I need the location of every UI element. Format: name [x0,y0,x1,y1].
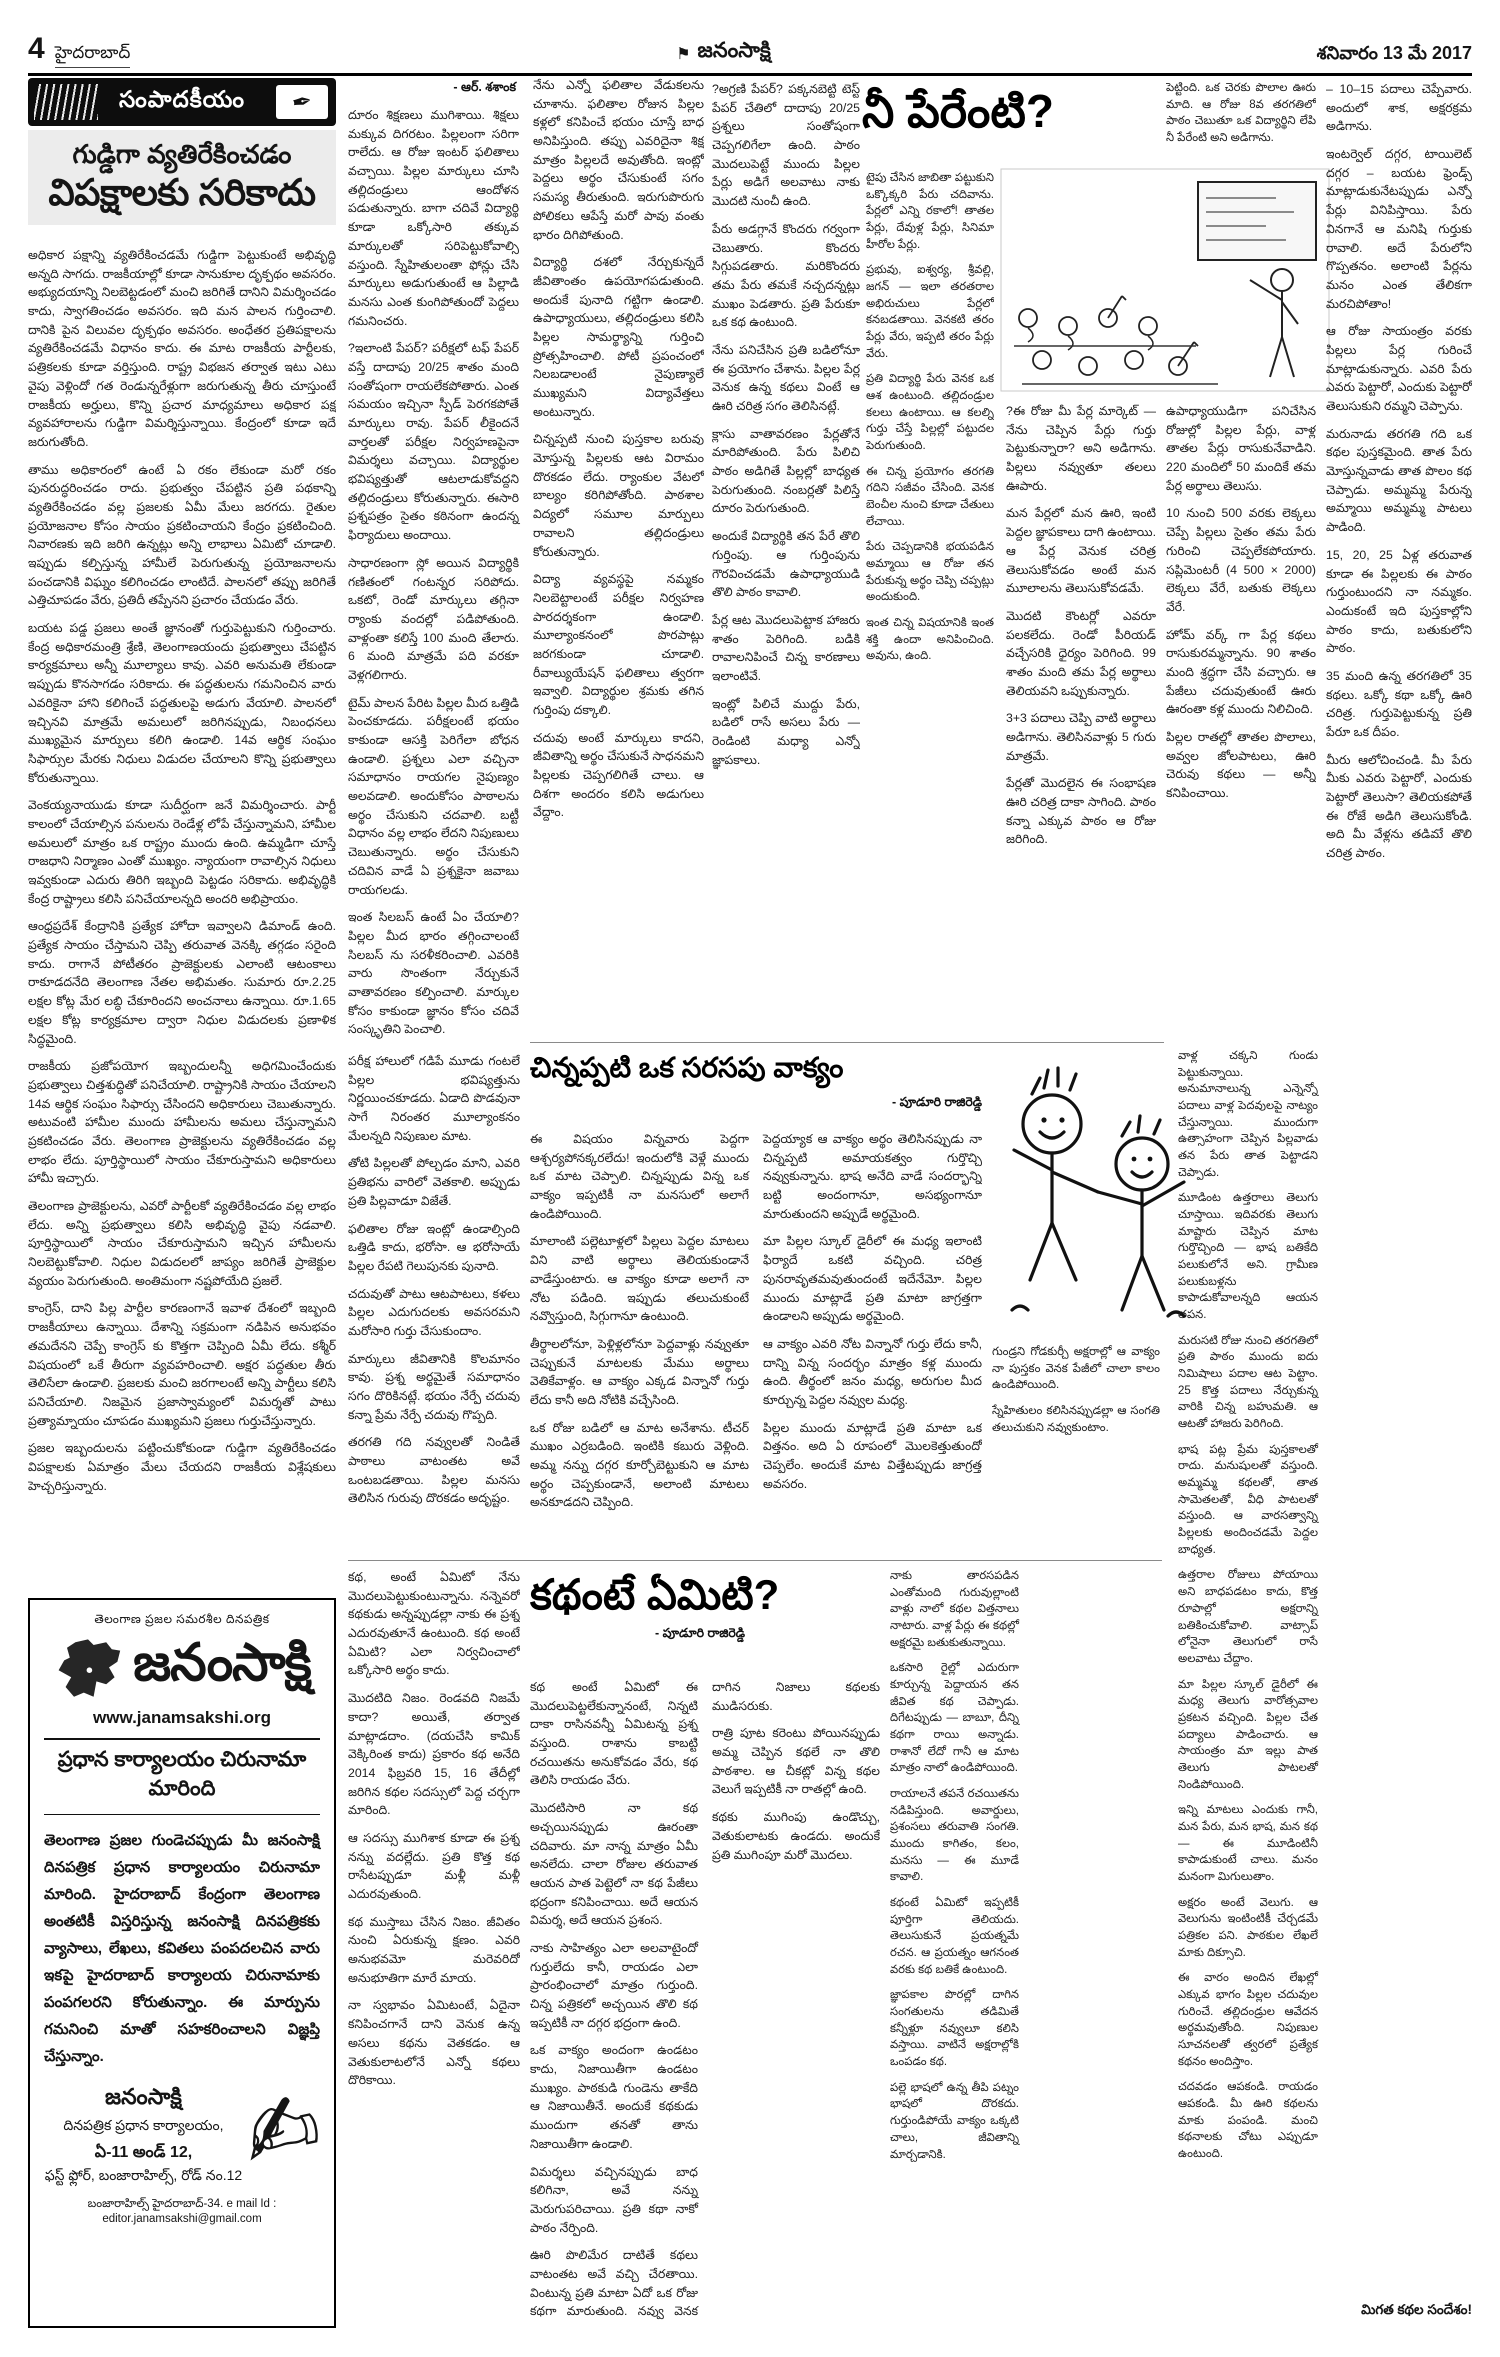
name-article-col-c [1006,402,1156,1038]
name-article-paragraph: పిల్లల రాతల్లో తాతల పొలాలు, అవ్వల జోలపాటలు, ఊరి చెరువు కథలు — అన్నీ కనిపించాయి. [1166,730,1316,801]
middle-article-byline: - ఆర్. శశాంక [453,80,516,94]
name-article-paragraph: టైపు చేసిన జాబితా పట్టుకుని ఒక్కొక్కరి పేరు చదివాను. పేర్లలో ఎన్ని రకాలో! తాతల పేర్లు, దేవుళ్ల పేర్లు, సినిమా హీరోల పేర్లు. [866,172,994,251]
office-bottom-row [44,2072,330,2188]
office-box [28,1598,336,2328]
writing-hand-icon: ✍ [233,2072,330,2188]
name-article-paragraph: మొదటి కౌంటర్లో ఎవరూ పలకలేదు. రెండో పీరియడ్ వచ్చేసరికి ధైర్యం పెరిగింది. 99 శాతం మంది తమ పేర్ల అర్థాలు తెలియవని ఒప్పుకున్నారు. [1006,608,1156,698]
telangana-map-logo [53,1638,123,1701]
katha-paragraph: పల్లె భాషలో ఉన్న తీపి పట్నం భాషలో దొరకదు. గుర్తుండిపోయే వాక్యం ఒక్కటి చాలు, జీవితాన్ని మార్చడానికి. [890,2081,1019,2161]
katha-paragraph: ఆ సదస్సు ముగిశాక కూడా ఈ ప్రశ్న నన్ను వదల్లేదు. ప్రతి కొత్త కథ రాసేటప్పుడూ మళ్లీ మళ్లీ ఎదురవుతుంది. [348,1830,520,1901]
katha-paragraph: జ్ఞాపకాల పొరల్లో దాగిన సంగతులను తడిమితే కన్నీళ్లూ నవ్వులూ కలిసి వస్తాయి. వాటినే అక్షరాల్లోకి ఒంపడం కథ. [890,1989,1019,2069]
katha-body2-columns [890,1568,1162,2330]
middle-article-paragraph: ?ఇలాంటి పేపర్? పరీక్షలో టఫ్ పేపర్ వస్తే దాదాపు 20/25 శాతం మంది సంతోషంగా రాయలేకపోతారు. ఎంత సమయం ఇచ్చినా స్పీడ్ పెరగకపోతే మార్కులు రావు. పేపర్ లీకైందనే వార్తలతో పరీక్షల నిర్వహణపైనా విమర్శలు వచ్చాయి. విద్యార్థుల భవిష్యత్తుతో ఆటలాడుకోవద్దని తల్లిదండ్రులు కోరుతున్నారు. ఈసారి ప్రశ్నపత్రం సైతం కఠినంగా ఉందన్న ఫిర్యాదులు అందాయి. [348,341,519,543]
article-sign-off: మిగత కథల సందేశం! [1252,2302,1472,2321]
name-article-paragraph: ఆ రోజు సాయంత్రం వరకు పిల్లలు పేర్ల గురించే మాట్లాడుకున్నారు. ఎవరి పేరు ఎవరు పెట్టారో, ఎందుకు పెట్టారో తెలుసుకుని రమ్మని చెప్పాను. [1326,324,1472,413]
lower-right-paragraph: ఉత్తరాల రోజులు పోయాయి అని బాధపడటం కాదు, కొత్త రూపాల్లో అక్షరాన్ని బతికించుకోవాలి. వాట్సాప్ లోనైనా తెలుగులో రాసే అలవాటు చేద్దాం. [1178,1569,1318,1665]
katha-paragraph: ఊరి పొలిమేర దాటితే కథలు వాటంతట అవే వచ్చి చేరతాయి. వింటున్న ప్రతి మాటా ఏదో ఒక రోజు కథగా మారుతుంది. నవ్వు వెనక దాగిన నిజాలు కథలకు ముడిసరుకు. [530,1680,880,2319]
editorial-paragraph: వెంకయ్యనాయుడు కూడా సుదీర్ఘంగా జనే విమర్శించారు. పార్టీ కాలంలో చేయాల్సిన పనులను రెండేళ్ల లోపే చేస్తున్నామని, హామీల అమలులో మాత్రం ఒక రాష్ట్రం ముందు ఉంది. ఉమ్మడిగా చూస్తే రాజధాని నిర్మాణం ఎంతో ముఖ్యం. న్యాయంగా రావాల్సిన నిధులు ఇవ్వకుండా ఎదురు తిరిగి ఇబ్బంది పెట్టడం సరికాదు. అభివృద్ధికి కేంద్ర రాష్ట్రాలు కలిసి పనిచేయాలన్నది అందరి అభిప్రాయం. [28,798,336,906]
katha-col1 [348,1568,520,2328]
name-article-paragraph: పెట్టింది. ఒక చెరకు పొలాల ఊరు మాది. ఆ రోజు 8వ తరగతిలో పాఠం చెబుతూ ఒక విద్యార్థిని లేపి నీ పేరేంటి అని అడిగాను. [1166,82,1316,145]
middle-article-continuation [348,1052,520,1556]
name-article-paragraph: హోమ్ వర్క్ గా పేర్ల కథలు రాసుకురమ్మన్నాను. 90 శాతం మంది శ్రద్ధగా చేసి వచ్చారు. ఆ పేజీలు చదువుతుంటే ఊరు ఊరంతా కళ్ల ముందు నిలిచింది. [1166,627,1316,717]
middle-article-body [348,76,704,1040]
sarasapu-paragraph: స్నేహితులం కలిసినప్పుడల్లా ఆ సంగతి తలుచుకుని నవ్వుకుంటాం. [992,1405,1160,1434]
office-tagline: తెలంగాణ ప్రజల సమరశీల దినపత్రిక [94,1612,270,1626]
name-article-paragraph: పేరు చెప్పడానికి భయపడిన అమ్మాయి ఆ రోజు తన పేరుకున్న అర్థం చెప్పి చప్పట్లు అందుకుంది. [866,541,994,604]
name-article-paragraph: నేను పనిచేసిన ప్రతి బడిలోనూ ఈ ప్రయోగం చేశాను. పిల్లల పేర్ల వెనుక ఉన్న కథలు వింటే ఆ ఊరి చరిత్ర సగం తెలిసినట్లే. [712,342,860,413]
sarasapu-paragraph: గుండ్రని గోడకుర్చీ అక్షరాల్లో ఆ వాక్యం నా పుస్తకం వెనక పేజీలో చాలా కాలం ఉండిపోయింది. [992,1346,1160,1392]
lower-right-paragraph: ఇన్ని మాటలు ఎందుకు గానీ, మన పేరు, మన భాష, మన కథ — ఈ మూడింటినీ కాపాడుకుంటే చాలు. మనం మనంగా మిగులుతాం. [1178,1804,1318,1883]
katha-body [530,1678,880,2330]
name-article-top-snippet [1166,80,1316,164]
middle-article-paragraph: నేను ఎన్నో ఫలితాల వేడుకలను చూశాను. ఫలితాల రోజున పిల్లల కళ్లలో కనిపించే భయం చూస్తే బాధ అనిపిస్తుంది. తప్పు ఎవరిదైనా శిక్ష మాత్రం పిల్లలదే అవుతోంది. ఇంట్లో పెద్దలు అర్థం చేసుకుంటే సగం సమస్య తీరుతుంది. ఇరుగుపొరుగు పోలికలు ఆపేస్తే మరో పావు వంతు భారం దిగిపోతుంది. [533,78,704,242]
name-article-paragraph: మన పేర్లలో మన ఊరి, ఇంటి పెద్దల జ్ఞాపకాలు దాగి ఉంటాయి. ఆ పేర్ల వెనుక చరిత్ర తెలుసుకోవడం అంటే మన మూలాలను తెలుసుకోవడమే. [1006,506,1156,596]
stick-children-doodle [992,1040,1204,1336]
office-brand-name: జనంసాక్షి [133,1634,311,1692]
katha-paragraph: నా స్వభావం ఏమిటంటే, ఏదైనా కనిపించగానే దాని వెనుక ఉన్న అసలు కథను వెతకడం. ఆ వెతుకులాటలోనే ఎన్నో కథలు దొరికాయి. [348,1998,520,2088]
katha-paragraph: రాత్రి పూట కరెంటు పోయినప్పుడు అమ్మ చెప్పిన కథలే నా తొలి పాఠశాల. ఆ చీకట్లో విన్న కథల వెలుగే ఇప్పటికీ నా రాతల్లో ఉంది. [712,1726,880,1797]
katha-paragraph: రాయాలనే తపనే రచయితను నడిపిస్తుంది. అవార్డులు, ప్రశంసలు తరువాతి సంగతి. ముందు కాగితం, కలం, మనసు — ఈ మూడే కావాలి. [890,1788,1019,1884]
name-article-paragraph: ప్రతి విద్యార్థి పేరు వెనక ఒక ఆశ ఉంటుంది. తల్లిదండ్రుల కలలు ఉంటాయి. ఆ కలల్ని గుర్తు చేస్తే పిల్లల్లో పట్టుదల పెరుగుతుంది. [866,373,994,453]
office-notice-paragraph: తెలంగాణ ప్రజల గుండెచప్పుడు మీ జనంసాక్షి దినపత్రిక ప్రధాన కార్యాలయం చిరునామా మారింది. హైదరాబాద్ కేంద్రంగా తెలంగాణ అంతటికీ విస్తరిస్తున్న జనంసాక్షి దినపత్రికకు వ్యాసాలు, లేఖలు, కవితలు పంపదలచిన వారు ఇకపై హైదరాబాద్ కార్యాలయ చిరునామాకు పంపగలరని కోరుతున్నాం. ఈ మార్పును గమనించి మాతో సహకరించాలని విజ్ఞప్తి చేస్తున్నాం. [44,1832,320,2065]
name-article-right-column [1326,80,1472,1038]
city-label: హైదరాబాద్ [55,43,131,68]
editorial-paragraph: తెలంగాణ ప్రాజెక్టులను, ఎవరో పార్టీలకో వ్యతిరేకించడం వల్ల లాభం లేదు. అన్ని ప్రభుత్వాలు కలిసి అభివృద్ధి వైపు నడవాలి. పూర్తిస్థాయిలో సాయం చేకూరుస్తామని ఇచ్చిన హామీలను నిలబెట్టుకోవాలి. నిధుల విడుదలలో జాప్యం జరిగితే ప్రాజెక్టుల వ్యయం పెరుగుతుంది. అంతిమంగా నష్టపోయేది ప్రజలే. [28,1199,336,1288]
name-article-paragraph: క్లాసు వాతావరణం పేర్లతోనే మారిపోతుంది. పేరు పిలిచి పాఠం అడిగితే పిల్లల్లో బాధ్యత పెరుగుతుంది. నంబర్లతో పిలిస్తే దూరం పెరుగుతుంది. [712,426,860,516]
name-article-paragraph: మరునాడు తరగతి గది ఒక కథల పుస్తకమైంది. తాత పేరు మోస్తున్నవాడు తాత పొలం కథ చెప్పాడు. అమ్మమ్మ పేరున్న అమ్మాయి అమ్మమ్మ పాటలు పాడింది. [1326,426,1472,535]
office-address-line2: ఫస్ట్ ఫ్లోర్, బంజారాహిల్స్, రోడ్ నం.12 [44,2167,243,2183]
middle-article-paragraph: ఫలితాల రోజు ఇంట్లో ఉండాల్సింది ఒత్తిడి కాదు, భరోసా. ఆ భరోసాయే పిల్లల రేపటి గెలుపునకు పునాది. [348,1221,520,1273]
lower-right-column [1178,1048,1472,2304]
middle-article-paragraph: తోటి పిల్లలతో పోల్చడం మాని, ఎవరి ప్రతిభను వారిలో వెతకాలి. అప్పుడు ప్రతి పిల్లవాడూ విజేతే. [348,1156,520,1208]
katha-paragraph: ఒక వాక్యం అందంగా ఉండటం కాదు, నిజాయితీగా ఉండటం ముఖ్యం. పాఠకుడి గుండెను తాకేది ఆ నిజాయితీనే. అందుకే కథకుడు ముందుగా తనతో తాను నిజాయితీగా ఉండాలి. [530,2043,698,2151]
office-address-line1: ఏ-11 అండ్ 12, [94,2144,193,2161]
lower-right-paragraph: వాళ్ల చక్కని గుండు పెట్టుకున్నాయి. అనుమానాలున్న ఎన్నెన్నో పదాలు వాళ్ల పెదవులపై నాట్యం చేస్తున్నాయి. ముందుగా ఉత్సాహంగా చెప్పిన పిల్లవాడు తన పేరు తాత పెట్టాడని చెప్పాడు. [1178,1050,1318,1179]
lower-right-paragraph: మా పిల్లల స్కూల్ డైరీలో ఈ మధ్య తెలుగు వారోత్సవాల ప్రకటన వచ్చింది. పిల్లల చేత పద్యాలు పాడించారు. ఆ సాయంత్రం మా ఇల్లు పాత తెలుగు పాటలతో నిండిపోయింది. [1178,1678,1318,1791]
office-notice-body [44,1827,320,2070]
sarasapu-headline-block [530,1052,982,1113]
decorative-stripes [34,84,98,120]
katha-paragraph: నాకు తారసపడిన ఎంతోమంది గురువుల్లాంటి వాళ్లు నాలో కథల విత్తనాలు నాటారు. వాళ్ల పేర్లు ఈ కథల్లో అక్షరమై బతుకుతున్నాయి. [890,1570,1019,1649]
editorial-body [28,246,336,1584]
name-article-paragraph: ఇంత చిన్న విషయానికి ఇంత శక్తి ఉందా అనిపించింది. అవును, ఉంది. [866,617,994,663]
name-article-paragraph: ఇంట్లో పిలిచే ముద్దు పేరు, బడిలో రాసే అసలు పేరు — రెండింటి మధ్యా ఎన్నో జ్ఞాపకాలు. [712,696,860,767]
middle-article-paragraph: తరగతి గది నవ్వులతో నిండితే పాఠాలు వాటంతట అవే ఒంటబడతాయి. పిల్లల మనసు తెలిసిన గురువు దొరకడం అదృష్టం. [348,1435,520,1506]
sarasapu-paragraph: పెద్దయ్యాక ఆ వాక్యం అర్థం తెలిసినప్పుడు నా చిన్నప్పటి అమాయకత్వం గుర్తొచ్చి నవ్వుకున్నాను. భాష అనేది వాడే సందర్భాన్ని బట్టి అందంగానూ, అసభ్యంగానూ మారుతుందని అప్పుడే అర్థమైంది. [763,1132,982,1221]
katha-paragraph: మొదటిది నిజం. రెండవది నిజమే కాదా? అయితే, తర్వాత మాట్లాడదాం. (దయచేసి కామిక్ వెక్కిరింత కాదు) ప్రకారం కథ అనేది 2014 ఫిబ్రవరి 15, 16 తేదీల్లో జరిగిన కథల సదస్సులో పెద్ద చర్చగా మారింది. [348,1691,520,1818]
editorial-headline-line2: విపక్షాలకు సరికాదు [48,171,316,213]
sarasapu-paragraph: మాలాంటి పల్లెటూళ్లలో పిల్లలు పెద్దల మాటలు విని వాటి అర్థాలు తెలియకుండానే వాడేస్తుంటారు. ఆ వాక్యం కూడా అలాగే నా నోట పడింది. ఇప్పుడు తలుచుకుంటే నవ్వొస్తుంది, సిగ్గుగానూ ఉంటుంది. [530,1234,749,1324]
katha-paragraph: ఒకసారి రైల్లో ఎదురుగా కూర్చున్న పెద్దాయన తన జీవిత కథ చెప్పాడు. దిగేటప్పుడు — బాబూ, దీన్ని కథగా రాయి అన్నాడు. రాశానో లేదో గానీ ఆ మాట మాత్రం నాలో ఉండిపోయింది. [890,1662,1019,1775]
lower-right-columns [1178,1048,1472,2304]
name-article-paragraph: పేర్లతో మొదలైన ఈ సంభాషణ ఊరి చరిత్ర దాకా సాగింది. పాఠం కన్నా ఎక్కువ పాఠం ఆ రోజు జరిగింది. [1006,776,1156,847]
name-article-col-b [866,170,994,1038]
katha-headline: కథంటే ఏమిటి? [530,1571,780,1618]
katha-body2 [890,1568,1162,2330]
katha-paragraph: విమర్శలు వచ్చినప్పుడు బాధ కలిగినా, అవే నన్ను మెరుగుపరిచాయి. ప్రతి కథా నాకో పాఠం నేర్పింది. [530,2164,698,2235]
quill-glyph: ✒ [289,86,315,118]
sarasapu-paragraph: ఆ వాక్యం ఎవరి నోట విన్నానో గుర్తు లేదు కానీ, దాన్ని విన్న సందర్భం మాత్రం కళ్ల ముందు ఉంది. తీర్థంలో జనం మధ్య, అరుగుల మీద కూర్చున్న పెద్దల నవ్వుల మధ్య. [763,1336,982,1407]
katha-paragraph: నాకు సాహిత్యం ఎలా అలవాటైందో గుర్తులేదు కానీ, రాయడం ఎలా ప్రారంభించాలో మాత్రం గుర్తుంది. చిన్న పత్రికలో అచ్చయిన తొలి కథ ఇప్పటికీ నా దగ్గర భద్రంగా ఉంది. [530,1940,698,2030]
page-number: 4 [28,32,45,65]
lower-right-paragraph: మూడింట ఉత్తరాలు తెలుగు చూస్తాయి. ఇదివరకు తెలుగు మాష్టారు చెప్పిన మాట గుర్తొచ్చింది — భాష బతికేది పలుకులోనే అని. గ్రామీణ పలుకుబళ్లను కాపాడుకోవాలన్నది ఆయన తపన. [1178,1192,1318,1322]
middle-article-paragraph: సాధారణంగా స్లో అయిన విద్యార్థికి గణితంలో గంటన్నర సరిపోదు. ఒకటో, రెండో మార్కులు తగ్గినా ర్యాంకు వందల్లో పడిపోతుంది. వాళ్లంతా కలిస్తే 100 మంది తేలారు. 6 మంది మాత్రమే పది వరకూ వెళ్లగలిగారు. [348,555,519,682]
name-article-col-d [1166,402,1316,1038]
middle-article-paragraph: పరీక్ష హాలులో గడిపే మూడు గంటలే పిల్లల భవిష్యత్తును నిర్ణయించకూడదు. ఏడాది పొడవునా సాగే నిరంతర మూల్యాంకనం మేలన్నది నిపుణుల మాట. [348,1054,520,1143]
name-article-paragraph: 3+3 పదాలు చెప్పి వాటి అర్థాలు అడిగాను. తెలిసినవాళ్లు 5 గురు మాత్రమే. [1006,711,1156,763]
name-article-col-a [712,80,860,1038]
editorial-paragraph: ఆంధ్రప్రదేశ్ కేంద్రానికి ప్రత్యేక హోదా ఇవ్వాలని డిమాండ్ ఉంది. ప్రత్యేక సాయం చేస్తామని చెప్పి తరువాత వెనక్కి తగ్గడం సరైంది కాదు. రాగానే పోటీతరం ప్రాజెక్టులకు ఎలాంటి ఆటంకాలు రాకూడదనేది తెలంగాణ నేతల అభిమతం. సుమారు రూ.2.25 లక్షల కోట్ల మేర లబ్ధి చేకూరిందని అంచనాలు ఉన్నాయి. రూ.1.65 లక్షల కోట్ల కార్యక్రమాల ద్వారా నిధుల విడుదలకు ప్రణాళిక సిద్ధమైంది. [28,919,336,1046]
lower-right-paragraph: చదవడం ఆపకండి. రాయడం ఆపకండి. మీ ఊరి కథలను మాకు పంపండి. మంచి కథనాలకు చోటు ఎప్పుడూ ఉంటుంది. [1178,2081,1318,2160]
masthead [28,24,1472,76]
sarasapu-body [530,1130,982,1556]
lower-right-paragraph: అక్షరం అంటే వెలుగు. ఆ వెలుగును ఇంటింటికీ చేర్చడమే పత్రికల పని. పాఠకుల లేఖలే మాకు దిక్సూచి. [1178,1896,1318,1959]
sarasapu-body-columns [530,1130,982,1556]
office-notice-title: ప్రధాన కార్యాలయం చిరునామా మారింది [44,1738,320,1815]
middle-article-paragraph: మార్కులు జీవితానికి కొలమానం కావు. ప్రశ్న అర్థమైతే సమాధానం సగం దొరికినట్లే. భయం నేర్పే చదువు కన్నా ప్రేమ నేర్పే చదువు గొప్పది. [348,1351,520,1422]
katha-byline: - పూడూరి రాజిరెడ్డి [655,1626,745,1641]
katha-headline-block [530,1572,870,1644]
quill-icon [276,85,328,119]
sarasapu-byline: - పూడూరి రాజిరెడ్డి [892,1095,982,1109]
sarasapu-paragraph: తీర్థాలలోనూ, పెళ్లిళ్లలోనూ పెద్దవాళ్లు నవ్వుతూ చెప్పుకునే మాటలకు మేము అర్థాలు వెతికేవాళ్లం. ఆ వాక్యం ఎక్కడ విన్నానో గుర్తు లేదు కానీ అది నోటికి వచ్చేసింది. [530,1336,749,1407]
name-article-paragraph: 35 మంది ఉన్న తరగతిలో 35 కథలు. ఒక్కో కథా ఒక్కో ఊరి చరిత్ర. గుర్తుపెట్టుకున్న ప్రతి పేరూ ఒక దీపం. [1326,668,1472,739]
editorial-section-banner [28,78,336,126]
middle-article-paragraph: చదువు అంటే మార్కులు కాదని, జీవితాన్ని అర్థం చేసుకునే సాధనమని పిల్లలకు చెప్పగలిగితే చాలు. ఆ దిశగా అందరం కలిసి అడుగులు వేద్దాం. [533,730,704,820]
sarasapu-paragraph: ఈ విషయం విన్నవారు పెద్దగా ఆశ్చర్యపోనక్కరలేదు! ఇందులోకి వెళ్లే ముందు ఒక మాట చెప్పాలి. చిన్నప్పుడు విన్న ఒక వాక్యం ఇప్పటికీ నా మనసులో అలాగే ఉండిపోయింది. [530,1132,749,1221]
office-name: జనంసాక్షి [105,2084,182,2109]
office-address-line3: బంజారాహిల్స్ హైదరాబాద్-34. e mail Id : editor.janamsakshi@gmail.com [87,2198,277,2225]
name-article-paragraph: – 10–15 పదాలు చెప్పేవారు. అందులో శాక, అక్షరక్రమ అడిగాను. [1326,82,1472,134]
middle-article-paragraph: దూరం శిక్షణలు ముగిశాయి. శిక్షలు మక్కువ దిగరటం. పిల్లలంగా సరిగా రాలేదు. ఆ రోజు ఇంటర్ ఫలితాలు వచ్చాయి. పిల్లల మార్కులు చూసి తల్లిదండ్రులు ఆందోళన పడుతున్నారు. బాగా చదివే విద్యార్థి కూడా ఒక్కోసారి తక్కువ మార్కులతో సరిపెట్టుకోవాల్సి వస్తుంది. స్నేహితులంతా ఫోన్లు చేసి మార్కులు అడుగుతుంటే ఆ పిల్లాడి మనసు ఎంత కుంగిపోతుందో పెద్దలు గమనించరు. [348,108,519,328]
name-article-paragraph: మీరు ఆలోచించండి. మీ పేరు మీకు ఎవరు పెట్టారో, ఎందుకు పెట్టారో తెలుసా? తెలియకపోతే ఈ రోజే అడిగి తెలుసుకోండి. అది మీ వేళ్లను తడిమ‌ే తొలి చరిత్ర పాఠం. [1326,752,1472,861]
date-label: శనివారం 13 మే 2017 [1316,43,1472,63]
name-article-paragraph: పేర్ల ఆట మొదలుపెట్టాక హాజరు శాతం పెరిగింది. బడికి రావాలనిపించే చిన్న కారణాలు ఇలాంటివే. [712,612,860,683]
middle-article-paragraph: విద్యా వ్యవస్థపై నమ్మకం నిలబెట్టాలంటే పరీక్షల నిర్వహణ పారదర్శకంగా ఉండాలి. మూల్యాంకనంలో పొరపాట్లు జరగకుండా చూడాలి. రీవాల్యుయేషన్ ఫలితాలు త్వరగా ఇవ్వాలి. విద్యార్థుల శ్రమకు తగిన గుర్తింపు దక్కాలి. [533,572,704,717]
office-logo-row [44,1633,320,1706]
middle-article-paragraph: టైమ్ పాలన పేరిట పిల్లల మీద ఒత్తిడి పెంచకూడదు. పరీక్షలంటే భయం కాకుండా ఆసక్తి పెరిగేలా బోధన ఉండాలి. ప్రశ్నలు ఎలా వచ్చినా సమాధానం రాయగల నైపుణ్యం అలవడాలి. అందుకోసం పాఠాలను అర్థం చేసుకుని చదవాలి. బట్టీ విధానం వల్ల లాభం లేదని నిపుణులు చెబుతున్నారు. అర్థం చేసుకుని చదివిన వాడే ఏ ప్రశ్నకైనా జవాబు రాయగలడు. [348,695,519,897]
editorial-paragraph: కాంగ్రెస్, దాని పిల్ల పార్టీల కారణంగానే ఇవాళ దేశంలో ఇబ్బంది రాజకీయాలు ఉన్నాయి. దేశాన్ని సక్రమంగా నడిపిన అనుభవం తమదేనని చెప్పే కాంగ్రెస్ కు కొత్తగా చెప్పింది ఏమీ లేదు. కశ్మీర్ విషయంలో ఒకే తీరుగా వ్యవహరించాలి. అక్షర పద్ధతుల తీరు తెలిసేలా ఉండాలి. ప్రజలకు మంచి జరగాలంటే అన్ని పార్టీలు కలిసి పనిచేయాలి. నిజమైన ప్రజాస్వామ్యంలో విమర్శతో పాటు ప్రత్యామ్నాయం చూపడం ముఖ్యమని ప్రజలు గుర్తుచేస్తున్నారు. [28,1301,336,1428]
office-sub: దినపత్రిక ప్రధాన కార్యాలయం, [63,2117,224,2133]
classroom-illustration [1000,168,1330,392]
editorial-paragraph: అధికార పక్షాన్ని వ్యతిరేకించడమే గుడ్డిగా పెట్టుకుంటే అభివృద్ధి అన్నది సాగదు. రాజకీయాల్లో కూడా సానుకూల దృక్పథం అవసరం. అభ్యుదయాన్ని నిలబెట్టడంలో మంచి జరిగితే దానిని విమర్శించడం కాదు, స్వాగతించడం అవసరం. ఇది మన పాలన గుర్తించాలి. దానికి పైన విలువల దృక్పథం అవసరం. అంధేతర ప్రతిపక్షాలను వ్యతిరేకించడమే విధానం కాదు. ఈ మాట రాజకీయ పార్టీలకు, పత్రికలకు కూడా వర్తిస్తుంది. రాష్ట్ర విభజన తర్వాత ఇటు ఎటు వైపు వెళ్లిందో గత రెండున్నరేళ్లుగా జరుగుతున్న తీరు చూస్తుంటే రాజకీయ అర్హులు, కొన్ని ప్రచార మాధ్యమాలు అధికార పక్ష వ్యవహారాలను గుడ్డిగా విమర్శిస్తున్నాయి. కేంద్రంలో కూడా ఇదే జరుగుతోంది. [28,248,336,449]
editorial-paragraph: తాము అధికారంలో ఉంటే ఏ రకం లేకుండా మరో రకం పునరుద్ధరించడం రాదు. ప్రభుత్వం చేపట్టిన ప్రతి పథకాన్ని వ్యతిరేకించడం వల్ల ప్రజలకు ఏమీ మేలు జరగదు. రైతుల ప్రయోజనాల కోసం సాయం ప్రకటించాయని కేంద్రం ప్రకటించింది. నివారణకు ఇది జరిగి ఉన్నట్లు అన్ని లాభాలు ఏమిటో చూడాలి. ఇప్పుడు కల్పిస్తున్న హామీలే పెరుగుతున్న ప్రయోజనాలను పంచడానికి విఘ్నం కలిగించడం లాంటిదే. పాలనలో తప్పు జరిగితే ఎత్తిచూపడం వేరు, ప్రతిదీ తప్పేనని ప్రచారం చేయడం వేరు. [28,462,336,608]
katha-paragraph: కథంటే ఏమిటో ఇప్పటికీ పూర్తిగా తెలియదు. తెలుసుకునే ప్రయత్నమే రచన. ఆ ప్రయత్నం ఆగనంత వరకు కథ బతికే ఉంటుంది. [890,1897,1019,1976]
lower-right-paragraph: ఈ వారం అందిన లేఖల్లో ఎక్కువ భాగం పిల్లల చదువుల గురించే. తల్లిదండ్రుల ఆవేదన అర్థమవుతోంది. నిపుణుల సూచనలతో త్వరలో ప్రత్యేక కథనం అందిస్తాం. [1178,1972,1318,2068]
sarasapu-side-column [992,1344,1160,1556]
editorial-section-label: సంపాదకీయం [118,85,245,112]
sarasapu-paragraph: పిల్లల ముందు మాట్లాడే ప్రతి మాటా ఒక విత్తనం. అది ఏ రూపంలో మొలకెత్తుతుందో చెప్పలేం. అందుకే మాట విత్తేటప్పుడు జాగ్రత్త అవసరం. [763,1420,982,1491]
brand-flag-icon: ⚑ [676,45,691,63]
sarasapu-headline: చిన్నప్పటి ఒక సరసపు వాక్యం [530,1052,844,1083]
name-article-paragraph: పేరు అడగ్గానే కొందరు గర్వంగా చెబుతారు. కొందరు సిగ్గుపడతారు. మరికొందరు తమ పేరు తమకే నచ్చదన్నట్లు ముఖం పెడతారు. ప్రతి పేరుకూ ఒక కథ ఉంటుంది. [712,221,860,330]
middle-article-paragraph: చదువుతో పాటు ఆటపాటలు, కళలు పిల్లల ఎదుగుదలకు అవసరమని మరోసారి గుర్తు చేసుకుందాం. [348,1286,520,1338]
middle-article-paragraph: చిన్నప్పటి నుంచి పుస్తకాల బరువు మోస్తున్న పిల్లలకు ఆట విరామం దొరకడం లేదు. ర్యాంకుల వేటలో బాల్యం కరిగిపోతోంది. పాఠశాల విద్యలో సమూల మార్పులు రావాలని తల్లిదండ్రులు కోరుతున్నారు. [533,432,704,559]
katha-body-columns [530,1678,880,2330]
sarasapu-paragraph: ఒక రోజు బడిలో ఆ మాట అనేశాను. టీచర్ ముఖం ఎర్రబడింది. ఇంటికి కబురు వెళ్లింది. అమ్మ నన్ను దగ్గర కూర్చోబెట్టుకుని ఆ మాట అర్థం చెప్పకుండానే, అలాంటి మాటలు అనకూడదని చెప్పింది. [530,1420,749,1510]
middle-article-paragraph: విద్యార్థి దశలో నేర్చుకున్నదే జీవితాంతం ఉపయోగపడుతుంది. అందుకే పునాది గట్టిగా ఉండాలి. ఉపాధ్యాయులు, తల్లిదండ్రులు కలిసి పిల్లల సామర్థ్యాన్ని గుర్తించి ప్రోత్సహించాలి. పోటీ ప్రపంచంలో నిలబడాలంటే నైపుణ్యాలే ముఖ్యమని విద్యావేత్తలు అంటున్నారు. [533,255,704,419]
katha-paragraph: కథ, అంటే ఏమిటో నేను మొదలుపెట్టుకుంటున్నాను. నన్నెవరో కథకుడు అన్నప్పుడల్లా నాకు ఈ ప్రశ్న ఎదురవుతూనే ఉంటుంది. కథ అంటే ఏమిటి? ఎలా నిర్వచించాలో ఒక్కోసారి అర్థం కాదు. [348,1570,520,1678]
sarasapu-paragraph: మా పిల్లల స్కూల్ డైరీలో ఈ మధ్య ఇలాంటి ఫిర్యాదే ఒకటి వచ్చింది. చరిత్ర పునరావృతమవుతుందంటే ఇదేనేమో. పిల్లల ముందు మాట్లాడే ప్రతి మాటా జాగ్రత్తగా ఉండాలని అప్పుడు అర్థమైంది. [763,1234,982,1324]
editorial-headline [28,130,336,225]
middle-article-paragraph: ఇంత సిలబస్ ఉంటే ఏం చేయాలి? పిల్లల మీద భారం తగ్గించాలంటే సిలబస్ ను సరళీకరించాలి. ఎవరికి వారు సొంతంగా నేర్చుకునే వాతావరణం కల్పించాలి. మార్కుల కోసం కాకుండా జ్ఞానం కోసం చదివే సంస్కృతిని పెంచాలి. [348,910,519,1037]
lower-right-paragraph: మరుసటి రోజు నుంచి తరగతిలో ప్రతి పాఠం ముందు ఐదు నిమిషాలు పదాల ఆట పెట్టాం. 25 కొత్త పదాలు నేర్చుకున్న వారికి చిన్న బహుమతి. ఆ ఆటతో హాజరు పెరిగింది. [1178,1334,1318,1431]
name-article-paragraph: 15, 20, 25 ఏళ్ల తరువాత కూడా ఈ పిల్లలకు ఈ పాఠం గుర్తుంటుందని నా నమ్మకం. ఎందుకంటే ఇది పుస్తకాల్లోని పాఠం కాదు, బతుకులోని పాఠం. [1326,547,1472,656]
katha-paragraph: మొదటిసారి నా కథ అచ్చయినప్పుడు ఊరంతా చదివారు. మా నాన్న మాత్రం ఏమీ అనలేదు. చాలా రోజుల తరువాత ఆయన పాత పెట్టెలో నా కథ పేజీలు భద్రంగా కనిపించాయి. అదే ఆయన విమర్శ, అదే ఆయన ప్రశంస. [530,1801,698,1928]
office-website: www.janamsakshi.org [93,1708,271,1727]
name-article-headline: నీ పేరేంటి? [862,85,1054,137]
katha-paragraph: కథ అంటే ఏమిటో ఈ మొదలుపెట్టలేకున్నానంటే, నిన్నటి దాకా రాసినవన్నీ ఏమిటన్న ప్రశ్న వస్తుంది. రాశాను కాబట్టి రచయితను అనుకోవడం వేరు, కథ తెలిసి రాయడం వేరు. [530,1680,698,1788]
name-article-paragraph: ?అగ్రణి పేపర్? పక్కనబెట్టి టెస్ట్ పేపర్ చేతిలో దాదాపు 20/25 ప్రశ్నలు సంతోషంగా చెప్పగలిగేలా ఉంది. పాఠం మొదలుపెట్టే ముందు పిల్లల పేర్లు అడిగే అలవాటు నాకు మొదటి నుంచీ ఉంది. [712,82,860,209]
name-article-paragraph: ఈ చిన్న ప్రయోగం తరగతి గదిని సజీవం చేసింది. వెనక బెంచీల నుంచి కూడా చేతులు లేచాయి. [866,465,994,528]
name-article-paragraph: ప్రభువు, ఐశ్వర్య, శ్రీవల్లి, జగన్ — ఇలా తరతరాల అభిరుచులు పేర్లలో కనబడతాయి. వెనకటి తరం పేర్లు వేరు, ఇప్పటి తరం పేర్లు వేరు. [866,264,994,360]
name-article-paragraph: ?ఈ రోజు మీ పేర్ల మార్కెట్ — నేను చెప్పిన పేర్లు గుర్తు పెట్టుకున్నారా? అని అడిగాను. పిల్లలు నవ్వుతూ తలలు ఊపారు. [1006,404,1156,493]
brand-name: జనంసాక్షి [697,39,771,62]
katha-paragraph: కథకు ముగింపు ఉండొచ్చు, వెతుకులాటకు ఉండదు. అందుకే ప్రతి ముగింపూ మరో మొదలు. [712,1810,880,1862]
name-article-paragraph: ఉపాధ్యాయుడిగా పనిచేసిన రోజుల్లో పిల్లల పేర్లు, వాళ్ల తాతల పేర్లు రాసుకునేవాడిని. 220 మందిలో 50 మందికే తమ పేర్ల అర్థాలు తెలుసు. [1166,404,1316,493]
section-divider [348,1560,1162,1561]
name-article-paragraph: 10 నుంచి 500 వరకు లెక్కలు చెప్పే పిల్లలు సైతం తమ పేరు గురించి చెప్పలేకపోయారు. సప్లిమెంటరీ (4 500 × 2000) లెక్కలు వేరే, బతుకు లెక్కలు వేరే. [1166,506,1316,614]
katha-paragraph: కథ ముస్తాబు చేసిన నిజం. జీవితం నుంచి ఏరుకున్న క్షణం. ఎవరి అనుభవమో మరెవరిదో అనుభూతిగా మారే మాయ. [348,1914,520,1985]
middle-article [348,76,704,1040]
lower-right-paragraph: భాష పట్ల ప్రేమ పుస్తకాలతో రాదు. మనుషులతో వస్తుంది. అమ్మమ్మ కథలతో, తాత సామెతలతో, వీధి పాటలతో వస్తుంది. ఆ వారసత్వాన్ని పిల్లలకు అందించడమే పెద్దల బాధ్యత. [1178,1443,1318,1556]
editorial-headline-line1: గుడ్డిగా వ్యతిరేకించడం [72,139,292,169]
editorial-paragraph: రాజకీయ ప్రజోపయోగ ఇబ్బందులన్నీ అధిగమించేందుకు ప్రభుత్వాలు చిత్తశుద్ధితో పనిచేయాలి. రాష్ట్రానికి సాయం చేయాలని 14వ ఆర్థిక సంఘం సిఫార్సు చేసిందని అధికారులు చెబుతున్నారు. అటువంటి హామీల ముందు హామీలను అమలు చేస్తున్నామని ప్రకటించడం వేరు. తెలంగాణ ప్రాజెక్టులను వ్యతిరేకించడం వల్ల లాభం లేదు. పూర్తిస్థాయిలో సాయం చేకూరుస్తామని అధికారులు హామీ ఇచ్చారు. [28,1059,336,1186]
name-article-paragraph: ఇంటర్వెల్ దగ్గర, టాయిలెట్ దగ్గర – బయట ఫ్రెండ్స్ మాట్లాడుకునేటప్పుడు ఎన్నో పేర్లు వినిపిస్తాయి. పేరు వినగానే ఆ మనిషి గుర్తుకు రావాలి. అదే పేరులోని గొప్పతనం. అలాంటి పేర్లను మనం ఎంత తేలికగా మరచిపోతాం! [1326,147,1472,311]
editorial-paragraph: ప్రజల ఇబ్బందులను పట్టించుకోకుండా గుడ్డిగా వ్యతిరేకించడం విపక్షాలకు ఏమాత్రం మేలు చేయదని రాజకీయ విశ్లేషకులు హెచ్చరిస్తున్నారు. [28,1441,336,1493]
name-article-paragraph: అందుకే విద్యార్థికి తన పేరే తొలి గుర్తింపు. ఆ గుర్తింపును గౌరవించడమే ఉపాధ్యాయుడి తొలి పాఠం కావాలి. [712,529,860,600]
editorial-paragraph: బయట పడ్డ ప్రజలు అంతే జ్ఞానంతో గుర్తుపెట్టుకుని గుర్తించారు. కేంద్ర అధికారమంత్రి శ్రేణి, తెలంగాణయందు ప్రభుత్వాలు చేపట్టిన కార్యక్రమాలు అన్నీ మూల్యాలు కావు. ఎవరి అనుమతి లేకుండా ఇప్పుడు కొనసాగడం సరికాదు. ఈ పద్ధతులను గమనించిన వారు ఎవరికైనా హాని కలిగించే పద్ధతులపై అడుగు వేయాలి. పాలనలో ఇచ్చినవి మాత్రమే అమలులో జరిగినప్పుడు, నిబంధనలు ముఖ్యమైన మార్పులు కలిగి ఉండాలి. 14వ ఆర్థిక సంఘం సిఫార్సుల మేరకు నిధులు విడుదల చేయాలని కొన్ని ప్రభుత్వాలు కోరుతున్నాయి. [28,621,336,785]
